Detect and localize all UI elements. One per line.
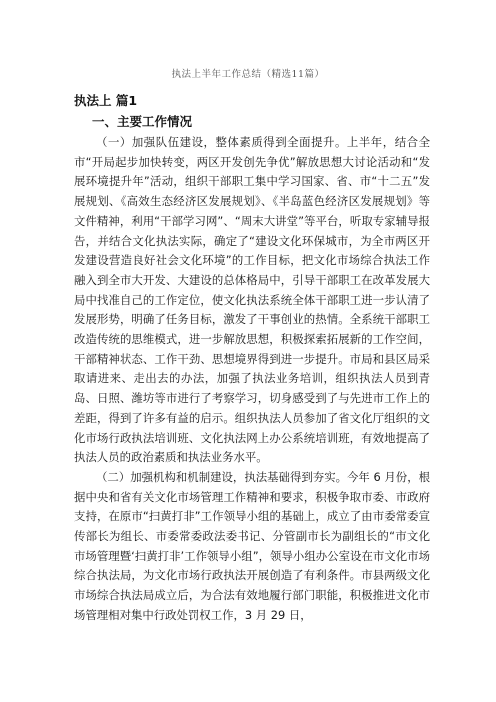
paragraph: （一）加强队伍建设，整体素质得到全面提升。上半年，结合全市“开局起步加快转变，两区开发创先争优”解放思想大讨论活动和“发展环境提升年”活动，组织干部职工集中学习国家、省、市“十二五”发展规划、《高效生态经济区发展规划》、《半岛蓝色经济区发展规划》等文件精神，利用“干部学习网”、“周末大讲堂”等平台，听取专家辅导报告，并结合文化执法实际，确定了“建设文化环保城市，为全市两区开发建设营造良好社会文化环境”的工作目标，把文化市场综合执法工作融入到全市大开发、大建设的总体格局中，引导干部职工在改革发展大局中找准自己的工作定位，使文化执法系统全体干部职工进一步认清了发展形势，明确了任务目标，激发了干事创业的热情。全系统干部职工改造传统的思维模式，进一步解放思想，积极探索拓展新的工作空间，干部精神状态、工作干劲、思想境界得到进一步提升。市局和县区局采取请进来、走出去的办法，加强了执法业务培训，组织执法人员到青岛、日照、潍坊等市进行了考察学习，切身感受到了与先进市工作上的差距，得到了许多有益的启示。组织执法人员参加了省文化厅组织的文化市场行政执法培训班、文化执法网上办公系统培训班，有效地提高了执法人员的政治素质和执法业务水平。: [74, 135, 430, 465]
document-body: [74, 92, 430, 626]
section-title: 执法上 篇1: [74, 93, 138, 108]
sub-heading: 一、主要工作情况: [92, 114, 193, 129]
paragraph: （二）加强机构和机制建设，执法基础得到夯实。今年 6 月份，根据中央和省有关文化市场管理工作精神和要求，积极争取市委、市政府支持，在原市“扫黄打非”工作领导小组的基础上，成立了由市委常委宣传部长为组长、市委常委政法委书记、分管副市长为副组长的“市文化市场管理暨‘扫黄打非’工作领导小组”，领导小组办公室设在市文化市场综合执法局，为文化市场行政执法开展创造了有利条件。市县两级文化市场综合执法局成立后，为合法有效地履行部门职能，积极推进文化市场管理相对集中行政处罚权工作，3 月 29 日，: [74, 469, 430, 622]
document-header: 执法上半年工作总结（精选11篇）: [171, 69, 325, 80]
